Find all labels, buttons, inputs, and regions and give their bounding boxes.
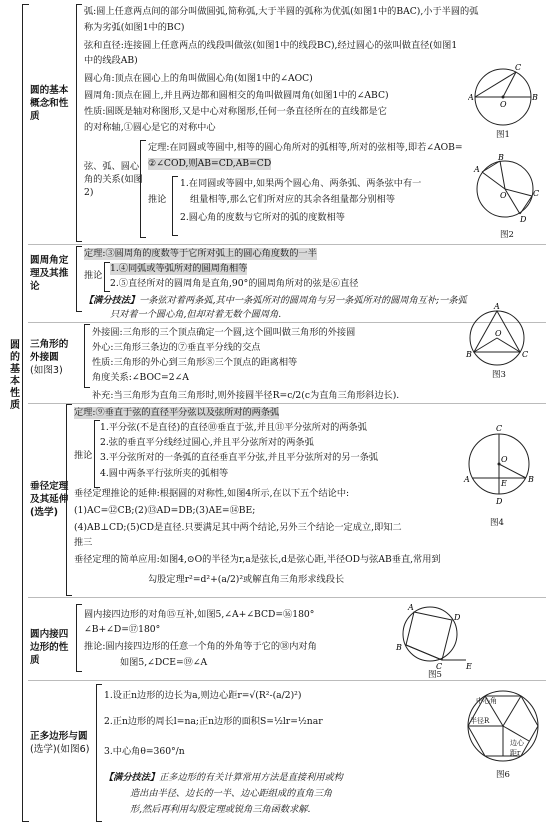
inscribed-angle-def: 圆周角:顶点在圆上,并且两边都和圆相交的角叫做圆周角(如图1中的∠ABC) [84,90,389,101]
corollary-2: 2.圆心角的度数与它所对的弧的度数相等 [180,212,345,223]
figure-6-circle [462,686,544,766]
svg-text:A: A [494,302,500,311]
topic-circumcircle: 三角形的外接圆 (如图3) [30,339,69,376]
divider [28,597,546,598]
pd-corollary-1: 1.平分弦(不是直径)的直径⑩垂直于弦,并且⑪平分弦所对的两条弧 [100,422,367,433]
inscribed-angle-theorem: 定理:③圆周角的度数等于它所对弧上的圆心角度数的一半 [84,248,317,259]
figure-5-caption: 图5 [428,670,442,680]
cyclic-opposite-angles: 圆内接四边形的对角⑮互补,如图5,∠A+∠BCD=⑯180° [84,609,315,620]
angle-relation: 角度关系:∠BOC=2∠A [92,372,189,383]
pd-corollary-4: 4.圆中两条平行弦所夹的弧相等 [100,468,229,479]
figure-4-caption: 图4 [490,518,504,528]
side-title: 圆 的 基 本 性 质 [10,340,20,411]
cyclic-corollary: 推论:圆内接四边形的任意一个角的外角等于它的⑱内对角 [84,641,317,652]
tip6-line-2: 造出由半径、边长的一半、边心距组成的直角三角 [130,788,333,799]
symmetry-property-cont: 的对称轴,①圆心是它的对称中心 [84,122,216,133]
corollary-1-cont: 组量相等,那么它们所对应的其余各组量都分别相等 [190,194,396,205]
topic-perpendicular-diameter: 垂径定理及其延伸(选学) [30,481,69,518]
right-triangle-supplement: 补充:当三角形为直角三角形时,则外接圆半径R=c/2(c为直角三角形斜边长). [92,390,400,401]
circumcircle-def: 外接圆:三角形的三个顶点确定一个圆,这个圆叫做三角形的外接圆 [92,327,356,338]
corollary-label-2: 推论 [84,270,103,281]
theorem-equal-angles: 定理:在同圆或等圆中,相等的圆心角所对的弧相等,所对的弦相等,即若∠AOB= [148,142,463,153]
divider [28,680,546,681]
five-conclusions-1: (1)AC=⑫CB;(2)⑬AD=DB;(3)AE=⑭BE; [74,505,256,516]
perimeter-area-formula: 2.正n边形的周长l=na;正n边形的面积S=½lr=½nar [104,716,323,727]
topic-basic-concepts: 圆的基本概念和性质 [30,85,69,122]
figure-6-label-central-angle: 中心角 [476,697,497,705]
tip-label: 【满分技法】 [84,295,140,306]
tip-line-1: 【满分技法】一条弦对着两条弧,其中一条弧所对的圆周角与另一条弧所对的圆周角互补;一条弧 [84,295,467,306]
inscribed-corollary-1: 1.④同弧或等弧所对的圆周角相等 [110,263,248,274]
svg-text:O: O [500,191,507,200]
circumcenter-property: 性质:三角形的外心到三角形⑧三个顶点的距离相等 [92,357,298,368]
central-angle-def: 圆心角:顶点在圆心上的角叫做圆心角(如图1中的∠AOC) [84,73,313,84]
main-brace [22,4,29,822]
svg-text:E: E [466,662,472,670]
corollary-extension: 垂径定理推论的延伸:根据圆的对称性,如图4所示,在以下五个结论中: [74,488,350,499]
svg-text:O: O [501,455,508,464]
subtopic-chord-arc-angle: 弦、弧、圆心角的关系(如图2) [84,161,143,198]
figure-3-circle [462,300,532,370]
corollary-label-4: 推论 [74,450,93,461]
pd-corollary-3: 3.平分弦所对的一条弧的直径垂直平分弦,并且平分弦所对的另一条弧 [100,452,379,463]
svg-text:C: C [496,424,503,433]
svg-text:B: B [396,643,402,652]
chord-definition: 弦和直径:连接圆上任意两点的线段叫做弦(如图1中的线段BC),经过圆心的弦叫做直径(如图1 [84,40,458,51]
section1-brace [76,4,82,242]
svg-text:O: O [495,329,502,338]
figure-6-caption: 图6 [496,770,510,780]
application-line-2: 勾股定理r²=d²+(a/2)²或解直角三角形求线段长 [148,574,345,585]
figure-1-circle [468,62,538,132]
subsection-brace [140,140,146,238]
chord-definition-cont: 中的线段AB) [84,55,138,66]
svg-text:D: D [496,497,503,506]
theorem-equal-angles-cont: ②∠COD,则AB=CD,AB=CD [148,158,272,169]
five-conclusions-2: (4)AB⊥CD;(5)CD是直径.只要满足其中两个结论,另外三个结论一定成立,即知二 [74,522,402,533]
svg-text:B: B [528,475,534,484]
inscribed-corollary-2: 2.⑤直径所对的圆周角是直角,90°的圆周角所对的弦是⑥直径 [110,278,359,289]
svg-text:C: C [533,189,540,198]
svg-text:A: A [468,93,474,102]
corollary-1: 1.在同圆或等圆中,如果两个圆心角、两条弧、两条弦中有一 [180,178,422,189]
divider [28,403,546,404]
figure-2-circle [470,154,540,224]
tip-line-2: 只对着一个圆心角,但却对着无数个圆周角. [110,309,282,320]
svg-text:C: C [515,63,522,72]
corollary-label: 推论 [148,194,167,205]
pd-corollary-2: 2.弦的垂直平分线经过圆心,并且平分弦所对的两条弧 [100,437,314,448]
topic-cyclic-quadrilateral: 圆内接四边形的性质 [30,629,69,666]
section5-brace [76,604,82,672]
symmetry-property: 性质:圆既是轴对称图形,又是中心对称图形,任何一条直径所在的直线都是它 [84,106,387,117]
arc-definition: 弧:圆上任意两点间的部分叫做圆弧,简称弧,大于半圆的弧称为优弧(如图1中的BAC),小于半圆的弧 [84,6,479,17]
figure-4-circle [462,420,536,514]
section2-brace [76,246,82,312]
section6-brace [96,684,102,822]
figure-6-label-apothem: 边心距r [510,739,524,757]
application-line-1: 垂径定理的简单应用:如图4,⊙O的半径为r,a是弦长,d是弦心距,半径OD与弦AB垂直,常用到 [74,554,441,565]
svg-text:B: B [466,350,472,359]
circumcenter-def: 外心:三角形三条边的⑦垂直平分线的交点 [92,342,261,353]
apothem-formula: 1.设正n边形的边长为a,则边心距r=√(R²-(a/2)²) [104,690,302,701]
section3-brace [84,324,90,388]
svg-text:C: C [522,350,529,359]
cyclic-exterior-angle: 如图5,∠DCE=⑲∠A [120,657,208,668]
figure-2-caption: 图2 [500,230,514,240]
corollary-brace [172,176,178,236]
svg-text:E: E [501,479,507,488]
topic-regular-polygon: 正多边形与圆 (选学)(如图6) [30,731,90,755]
topic-inscribed-angle: 圆周角定理及其推论 [30,255,69,292]
svg-text:D: D [454,613,461,622]
tip6-line-3: 形,然后再利用勾股定理或锐角三角函数求解. [130,804,311,815]
figure-1-caption: 图1 [496,130,510,140]
tip-label: 【满分技法】 [104,772,160,783]
cyclic-b-plus-d: ∠B+∠D=⑰180° [84,624,161,635]
tip6-line-1: 【满分技法】正多边形的有关计算常用方法是直接利用或构 [104,772,343,783]
svg-text:A: A [464,475,470,484]
svg-text:A: A [474,165,480,174]
svg-text:A: A [408,603,414,612]
five-conclusions-3: 推三 [74,537,93,548]
section4-brace [66,404,72,596]
arc-definition-cont: 称为劣弧(如图1中的BC) [84,22,185,33]
figure-6-label-radius: 半径R [470,717,490,725]
central-angle-formula: 3.中心角θ=360°/n [104,746,185,757]
figure-5-circle [394,600,474,670]
perpendicular-diameter-theorem: 定理:⑨垂直于弦的直径平分弦以及弦所对的两条弧 [74,407,280,418]
figure-3-caption: 图3 [492,370,506,380]
svg-text:O: O [500,100,507,109]
divider [28,244,546,245]
svg-text:D: D [520,215,527,224]
svg-text:B: B [498,154,504,162]
svg-text:C: C [436,662,443,670]
svg-text:B: B [532,93,538,102]
